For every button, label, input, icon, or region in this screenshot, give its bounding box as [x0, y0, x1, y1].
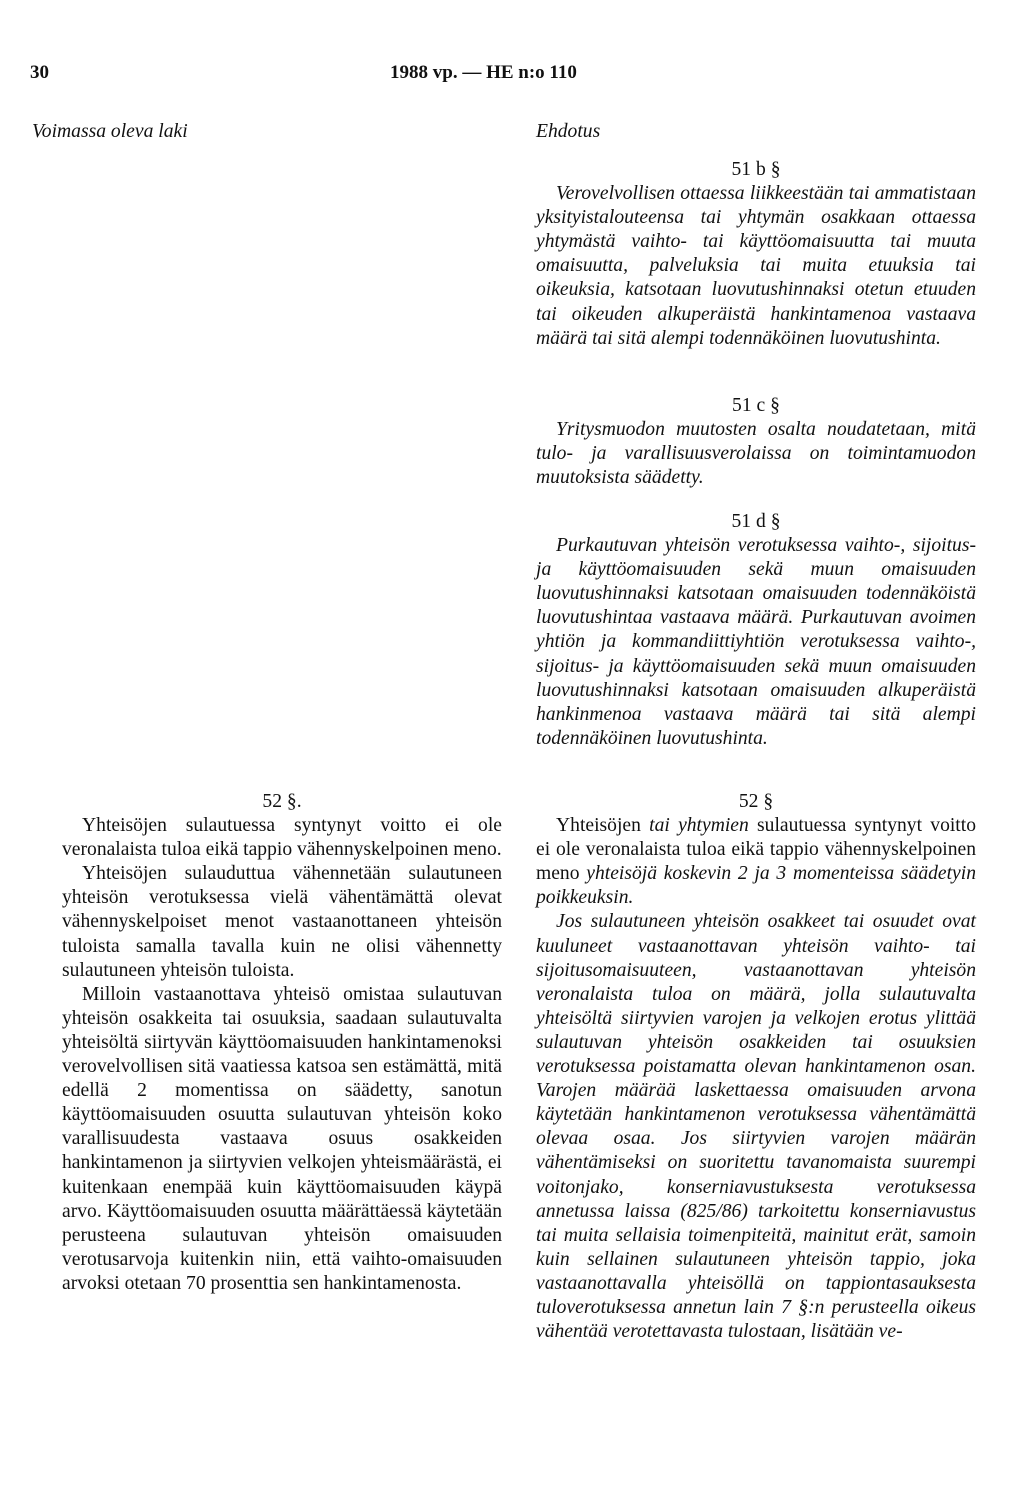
- proposal-section-51d: [536, 510, 976, 751]
- proposal-section-51c: [536, 394, 976, 490]
- running-title: 1988 vp. — HE n:o 110: [390, 62, 577, 83]
- proposal-section-52: [536, 790, 976, 1344]
- paragraph: Yhteisöjen sulauduttua vähennetään sulautuneen yhteisön verotuksessa vielä vähentämättä olevat vähennyskelpoiset menot vastaanottaneen yhteisön tuloista samalla tavalla kuin ne olisi vähennetty sulautuneen yhteisön tuloista.: [62, 863, 502, 981]
- text-run: Yhteisöjen: [556, 815, 641, 837]
- section-number: 52 §: [738, 791, 774, 812]
- right-column: [536, 120, 976, 1343]
- text-run: sulautuessa syntynyt voitto ei ole veronalaista tuloa eikä tappio vähennyskelpoinen meno: [536, 815, 976, 885]
- page-header: [30, 62, 990, 92]
- paragraph: Yhteisöjen sulautuessa syntynyt voitto ei ole veronalaista tuloa eikä tappio vähennyskelpoinen meno.: [62, 815, 502, 861]
- section-number: 51 b §: [731, 159, 781, 180]
- amended-text: tai yhtymien: [649, 815, 749, 837]
- paragraph: Milloin vastaanottava yhteisö omistaa sulautuvan yhteisön osakkeita tai osuuksia, saadaan sulautuvalta yhteisöltä siirtyvän käyttöomaisuuden hankintamenoksi verovelvollisen sitä vaatiessa katsoa sen estämättä, mitä edellä 2 momentissa on säädetty, sanotun käyttöomaisuuden osuutta sulautuvan yhteisön koko varallisuudesta vastaava osuus osakkeiden hankintamenon ja siirtyvien velkojen yhteismäärästä, ei kuitenkaan enempää kuin käyttöomaisuuden käypä arvo. Käyttöomaisuuden osuutta määrättäessä käytetään perusteena sulautuvan yhteisön omaisuuden verotusarvoja kuitenkin niin, että vaihto-omaisuuden arvoksi otetaan 70 prosenttia sen hankintamenosta.: [62, 983, 502, 1294]
- left-column: [32, 120, 502, 1294]
- current-law-section-52: [62, 790, 502, 1296]
- amended-text: yhteisöjä koskevin 2 ja 3 momenteissa säädetyin poikkeuksin.: [536, 863, 976, 909]
- proposal-section-51b: [536, 158, 976, 351]
- section-number: 52 §.: [262, 791, 302, 812]
- section-number: 51 d §: [731, 511, 781, 532]
- paragraph: Verovelvollisen ottaessa liikkeestään tai ammatistaan yksityistalouteensa tai yhtymän osakkaan ottaessa yhtymästä vaihto- tai käyttöomaisuutta tai muuta omaisuutta, palveluksia tai muita etuuksia tai oikeuksia, katsotaan luovutushinnaksi otetun etuuden tai oikeuden alkuperäistä hankintamenoa vastaava määrä tai sitä alempi todennäköinen luovutushinta.: [536, 183, 976, 349]
- right-column-heading: Ehdotus: [536, 121, 601, 142]
- paragraph: [536, 814, 976, 910]
- paragraph: Yritysmuodon muutosten osalta noudatetaan, mitä tulo- ja varallisuusverolaissa on toimintamuodon muutoksista säädetty.: [536, 419, 976, 489]
- left-column-heading: Voimassa oleva laki: [32, 121, 188, 142]
- section-number: 51 c §: [732, 395, 780, 416]
- page-number: 30: [30, 62, 49, 83]
- paragraph: Jos sulautuneen yhteisön osakkeet tai osuudet ovat kuuluneet vastaanottavan yhteisön vaihto- tai sijoitusomaisuuteen, vastaanottavan yhteisön veronalaista tuloa on määrä, jolla sulautuvalta yhteisöltä siirtyvien varojen ja velkojen erotus ylittää sulautuvan yhteisön osakkeiden tai osuuksien verotuksessa poistamatta olevan hankintamenon osan. Varojen määrää laskettaessa omaisuuden arvona käytetään hankintamenon verotuksessa vähentämättä olevaa osaa. Jos siirtyvien varojen määrän vähentämiseksi on suoritettu tavanomaista suurempi voitonjako, konserniavustuksesta verotuksessa annetussa laissa (825/86) tarkoitettu konserniavustus tai muita sellaisia toimenpiteitä, mainitut erät, samoin kuin sellainen sulautuneen yhteisön tappio, joka vastaanottavalla yhteisöllä on tappiontasauksesta tuloverotuksessa annetun lain 7 §:n perusteella oikeus vähentää verotettavasta tulostaan, lisätään ve-: [536, 911, 976, 1343]
- paragraph: Purkautuvan yhteisön verotuksessa vaihto-, sijoitus- ja käyttöomaisuuden sekä muun omaisuuden luovutushinnaksi katsotaan omaisuuden todennäköistä luovutushintaa vastaava määrä. Purkautuvan avoimen yhtiön ja kommandiittiyhtiön verotuksessa vaihto-, sijoitus- ja käyttöomaisuuden sekä muun omaisuuden luovutushinnaksi katsotaan omaisuuden alkuperäistä hankinmenoa vastaava määrä tai sitä alempi todennäköinen luovutushinta.: [536, 535, 976, 749]
